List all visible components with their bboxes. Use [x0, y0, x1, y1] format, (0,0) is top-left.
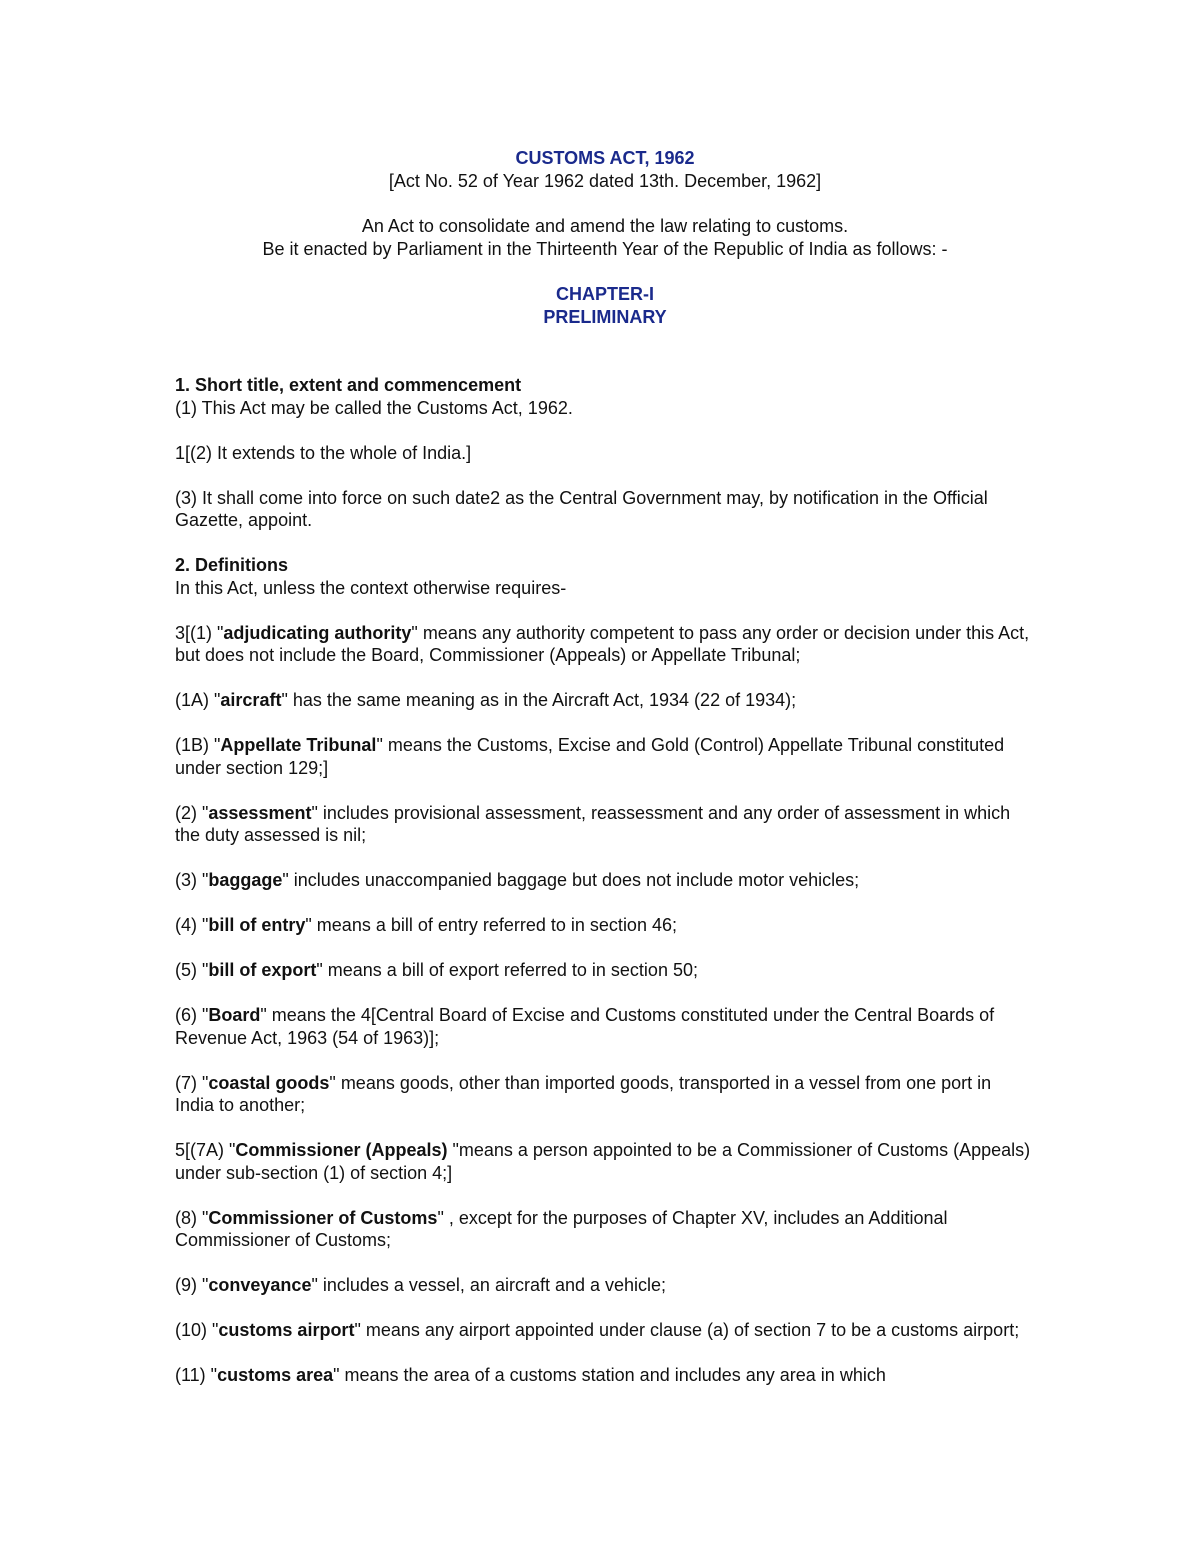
definition-item: [175, 869, 1035, 892]
definition-prefix: (8) ": [175, 1207, 209, 1228]
definition-item: [175, 1364, 1035, 1387]
definition-prefix: (5) ": [175, 960, 209, 980]
definition-prefix: (9) ": [175, 1275, 209, 1295]
act-citation: [Act No. 52 of Year 1962 dated 13th. December, 1962]: [388, 170, 822, 191]
definition-text: " means any airport appointed under clause (a) of section 7 to be a customs airport;: [354, 1320, 1020, 1340]
definition-prefix: (7) ": [175, 1072, 209, 1093]
definition-item: [175, 689, 1035, 712]
definition-prefix: (1A) ": [175, 690, 221, 710]
definition-prefix: 3[(1) ": [175, 622, 224, 643]
definition-item: [175, 622, 1035, 667]
definition-term: customs area: [217, 1365, 334, 1385]
section-1: [175, 374, 1035, 532]
definition-text: " includes a vessel, an aircraft and a vehicle;: [311, 1275, 667, 1295]
definition-term: aircraft: [220, 690, 282, 710]
document-header: [175, 147, 1035, 328]
definition-item: [175, 1072, 1035, 1117]
enactment-clause: Be it enacted by Parliament in the Thirteenth Year of the Republic of India as follows: -: [262, 238, 948, 259]
chapter-number: CHAPTER-I: [556, 284, 654, 304]
definition-text: " means the Customs, Excise and Gold (Control) Appellate Tribunal constituted under section 129;]: [175, 735, 1005, 778]
definition-text: " means goods, other than imported goods, transported in a vessel from one port in India to another;: [175, 1072, 992, 1115]
definition-text: " means the 4[Central Board of Excise and Customs constituted under the Central Boards of Revenue Act, 1963 (54 of 1963)];: [175, 1005, 995, 1048]
section-2: [175, 554, 1035, 1387]
section-1-clause-3: (3) It shall come into force on such date2 as the Central Government may, by notification in the Official Gazette, appoint.: [175, 487, 988, 530]
definition-text: " includes unaccompanied baggage but does not include motor vehicles;: [282, 870, 860, 890]
definition-term: conveyance: [208, 1275, 312, 1295]
definition-term: bill of export: [208, 960, 317, 980]
definition-item: [175, 914, 1035, 937]
definition-item: [175, 1004, 1035, 1049]
definition-item: [175, 1139, 1035, 1184]
definition-item: [175, 1274, 1035, 1297]
definition-text: " has the same meaning as in the Aircraft Act, 1934 (22 of 1934);: [281, 690, 797, 710]
definition-term: baggage: [208, 870, 283, 890]
definition-text: " means any authority competent to pass any order or decision under this Act, but does not include the Board, Commissioner (Appeals) or Appellate Tribunal;: [175, 622, 1030, 665]
definition-prefix: (4) ": [175, 915, 209, 935]
definition-term: Commissioner of Customs: [208, 1207, 438, 1228]
definition-item: [175, 1319, 1035, 1342]
section-1-heading: 1. Short title, extent and commencement: [175, 375, 522, 395]
definition-item: [175, 1207, 1035, 1252]
section-1-clause-1: (1) This Act may be called the Customs Act, 1962.: [175, 397, 573, 418]
definition-text: " means a bill of export referred to in section 50;: [316, 960, 698, 980]
definition-term: Appellate Tribunal: [220, 735, 377, 755]
definition-item: [175, 802, 1035, 847]
definition-term: adjudicating authority: [223, 622, 412, 643]
definition-text: " means a bill of entry referred to in section 46;: [305, 915, 677, 935]
definition-text: " , except for the purposes of Chapter XV, includes an Additional Commissioner of Customs;: [175, 1207, 948, 1250]
definition-item: [175, 734, 1035, 779]
section-2-heading: 2. Definitions: [175, 555, 289, 575]
definition-term: customs airport: [218, 1320, 355, 1340]
definition-term: bill of entry: [208, 915, 306, 935]
definition-term: coastal goods: [208, 1072, 330, 1093]
section-1-clause-2: 1[(2) It extends to the whole of India.]: [175, 442, 472, 463]
definition-prefix: (3) ": [175, 870, 209, 890]
definition-prefix: (2) ": [175, 802, 209, 823]
definition-prefix: (10) ": [175, 1320, 219, 1340]
definition-term: Board: [208, 1005, 261, 1025]
document-title: CUSTOMS ACT, 1962: [515, 148, 695, 168]
definition-text: " includes provisional assessment, reassessment and any order of assessment in which the duty assessed is nil;: [175, 802, 1011, 845]
definition-prefix: (1B) ": [175, 735, 221, 755]
definition-prefix: (11) ": [175, 1365, 218, 1385]
definition-text: "means a person appointed to be a Commissioner of Customs (Appeals) under sub-section (1) of section 4;]: [175, 1140, 1031, 1183]
definition-term: assessment: [208, 802, 312, 823]
act-purpose: An Act to consolidate and amend the law relating to customs.: [361, 216, 849, 236]
definition-text: " means the area of a customs station and includes any area in which: [333, 1365, 886, 1385]
chapter-name: PRELIMINARY: [543, 306, 667, 327]
document-body: [175, 147, 1035, 1409]
definition-prefix: 5[(7A) ": [175, 1140, 236, 1160]
definition-item: [175, 959, 1035, 982]
definition-prefix: (6) ": [175, 1005, 209, 1025]
definition-term: Commissioner (Appeals): [235, 1140, 448, 1160]
section-2-intro: In this Act, unless the context otherwise requires-: [175, 577, 567, 598]
